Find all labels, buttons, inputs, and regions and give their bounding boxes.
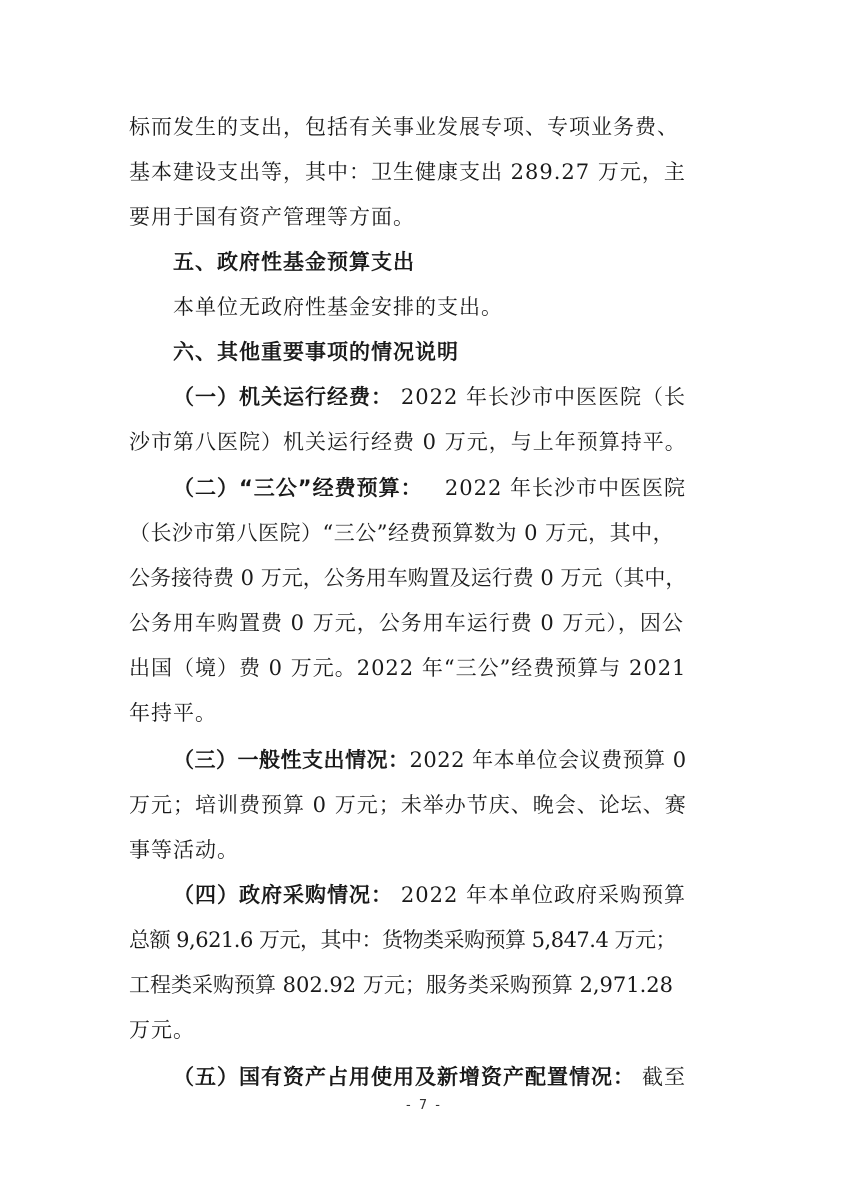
page-number: - 7 - xyxy=(406,1098,442,1113)
section-heading-text: 五、政府性基金预算支出 xyxy=(173,250,415,274)
subsection-lead: （四）政府采购情况： xyxy=(173,883,393,907)
body-text: 2022 年长沙市中医医院 xyxy=(444,476,686,500)
body-text: 基本建设支出等，其中：卫生健康支出 289.27 万元，主 xyxy=(129,160,686,184)
subsection-lead: （三）一般性支出情况： xyxy=(173,748,410,772)
body-text: 事等活动。 xyxy=(129,838,239,862)
body-text: 要用于国有资产管理等方面。 xyxy=(129,205,415,229)
body-text: 2022 年本单位会议费预算 0 xyxy=(409,748,687,772)
subsection-line xyxy=(173,382,686,412)
body-text: 公务用车购置费 0 万元，公务用车运行费 0 万元），因公 xyxy=(129,611,684,635)
body-text-line xyxy=(129,112,686,142)
body-text: （长沙市第八医院）“三公”经费预算数为 0 万元，其中， xyxy=(129,521,675,545)
body-text-line xyxy=(129,970,686,1000)
subsection-lead: （二）“三公”经费预算： xyxy=(173,476,423,500)
body-text-line xyxy=(173,292,686,322)
subsection-lead: （一）机关运行经费： xyxy=(173,385,393,409)
body-text-line xyxy=(129,563,686,593)
section-heading xyxy=(173,337,686,367)
section-heading xyxy=(173,247,686,277)
body-text: 本单位无政府性基金安排的支出。 xyxy=(173,295,503,319)
body-text-line xyxy=(129,790,686,820)
body-text: 公务接待费 0 万元，公务用车购置及运行费 0 万元（其中， xyxy=(129,566,687,590)
subsection-line xyxy=(173,880,686,910)
body-text-line xyxy=(129,427,686,457)
body-text: 万元。 xyxy=(129,1018,195,1042)
body-text: 出国（境）费 0 万元。2022 年“三公”经费预算与 2021 xyxy=(129,656,687,680)
body-text-line xyxy=(129,925,686,955)
body-text: 2022 年长沙市中医医院（长 xyxy=(400,385,686,409)
body-text: 沙市第八医院）机关运行经费 0 万元，与上年预算持平。 xyxy=(129,430,687,454)
subsection-lead: （五）国有资产占用使用及新增资产配置情况： xyxy=(173,1065,635,1089)
body-text-line xyxy=(129,835,686,865)
section-heading-text: 六、其他重要事项的情况说明 xyxy=(173,340,459,364)
subsection-line xyxy=(173,473,686,503)
body-text-line xyxy=(129,698,686,728)
subsection-line xyxy=(173,745,686,775)
body-text-line xyxy=(129,518,686,548)
body-text: 工程类采购预算 802.92 万元；服务类采购预算 2,971.28 xyxy=(129,973,674,997)
body-text: 截至 xyxy=(642,1065,686,1089)
body-text: 年持平。 xyxy=(129,701,217,725)
body-text: 标而发生的支出，包括有关事业发展专项、专项业务费、 xyxy=(129,115,679,139)
body-text-line xyxy=(129,1015,686,1045)
body-text-line xyxy=(129,157,686,187)
body-text-line xyxy=(129,608,686,638)
body-text: 总额 9,621.6 万元，其中：货物类采购预算 5,847.4 万元； xyxy=(129,928,677,952)
body-text-line xyxy=(129,653,686,683)
body-text: 2022 年本单位政府采购预算 xyxy=(400,883,686,907)
body-text-line xyxy=(129,202,686,232)
subsection-line xyxy=(173,1062,686,1092)
body-text: 万元；培训费预算 0 万元；未举办节庆、晚会、论坛、赛 xyxy=(129,793,687,817)
